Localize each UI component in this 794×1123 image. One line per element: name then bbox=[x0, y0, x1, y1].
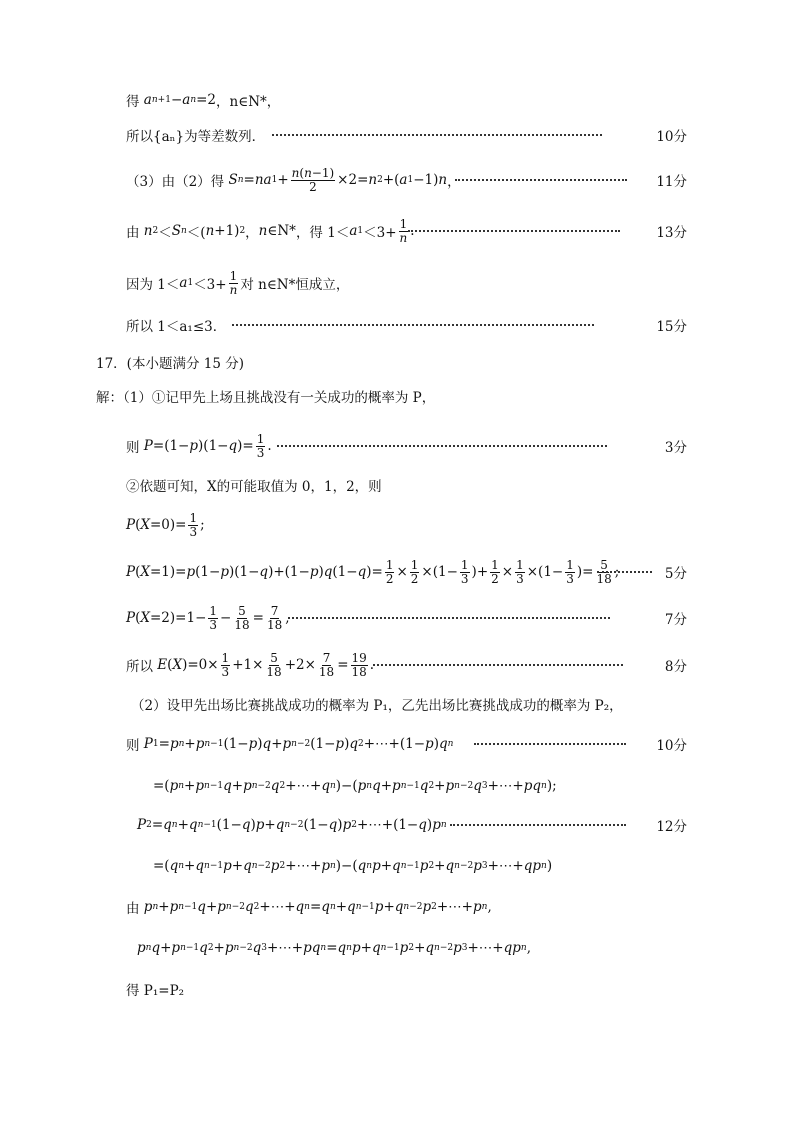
dot-leader bbox=[597, 571, 652, 573]
line-PX1: P ( X =1)= p (1− p )(1− q )+(1− p ) q (1− q )= $\frac{1}{2}$ × $\frac{1}{2}$ ×(1− $\frac{1}{3}$ )+ $\frac{1}{2}$ × $\frac{1}{3}$ ×(1− $\frac{1}{3}$ )= $\frac{5}{18}$ ; 5分 bbox=[0, 552, 794, 592]
text: 对 n∈N*恒成立， bbox=[240, 277, 350, 293]
text: 因为 bbox=[126, 277, 153, 293]
text: （3）由（2）得 bbox=[126, 174, 225, 190]
line-P1-expand: =( p n + p n−1 q + p n−2 q 2 +⋯+ q n )−( p n q + p n−1 q 2 + p n−2 q 3 +⋯+ pq n ); bbox=[153, 778, 557, 794]
line-PX2: P ( X =2)=1− $\frac{1}{3}$ − $\frac{5}{18}$ = $\frac{7}{18}$ , 7分 bbox=[0, 598, 794, 638]
text: 所以 1＜a₁≤3． bbox=[126, 319, 227, 335]
text: 得 bbox=[126, 94, 140, 110]
text: （2）设甲先出场比赛挑战成功的概率为 P₁，乙先出场比赛挑战成功的概率为 P₂， bbox=[131, 698, 623, 714]
text: 所以{aₙ}为等差数列． bbox=[126, 129, 266, 145]
text: 由 bbox=[126, 225, 140, 241]
line-P2-expand: =( q n + q n−1 p + q n−2 p 2 +⋯+ p n )−( q n p + q n−1 p 2 + q n−2 p 3 +⋯+ qp n ) bbox=[153, 858, 553, 874]
line-EX: 所以 E ( X )=0× $\frac{1}{3}$ +1× $\frac{5}{18}$ +2× $\frac{7}{18}$ = $\frac{19}{18}$ . 8分 bbox=[0, 645, 794, 685]
text: 则 bbox=[126, 738, 140, 754]
dot-leader bbox=[277, 445, 607, 447]
text: ，n∈N*， bbox=[216, 94, 281, 110]
line-PX0: P ( X =0)= $\frac{1}{3}$ ; bbox=[126, 510, 205, 539]
line-since-2: p n q + p n−1 q 2 + p n−2 q 3 +⋯+ pq n = q n p + q n−1 p 2 + q n−2 p 3 +⋯+ qp n , bbox=[137, 940, 532, 956]
score-label: 3分 bbox=[664, 440, 687, 456]
dot-leader bbox=[474, 743, 626, 745]
text: 得 P₁=P₂ bbox=[126, 983, 185, 999]
line-4: 由 n 2 ＜ S n ＜( n +1) 2 ， n ∈N* ，得 1＜ a 1 ＜3+ $\frac{1}{n}$ . 13分 bbox=[0, 211, 794, 251]
solution-heading bbox=[0, 376, 794, 416]
line-5: 因为 1＜ a 1 ＜3+ $\frac{1}{n}$ 对 n∈N*恒成立， bbox=[126, 268, 350, 297]
line-X-values bbox=[0, 465, 794, 505]
line-since: 由 p n + p n−1 q + p n−2 q 2 +⋯+ q n = q n + q n−1 p + q n−2 p 2 +⋯+ p n , bbox=[126, 899, 492, 917]
line-part2 bbox=[0, 684, 794, 724]
dot-leader bbox=[455, 179, 627, 181]
text: 解：（1）①记甲先上场且挑战没有一关成功的概率为 P， bbox=[96, 390, 436, 406]
score-label: 10分 bbox=[656, 129, 687, 145]
score-label: 5分 bbox=[664, 566, 687, 582]
score-label: 13分 bbox=[656, 225, 687, 241]
text: 则 bbox=[126, 440, 140, 456]
line-conclusion bbox=[0, 969, 794, 1009]
line-6 bbox=[0, 305, 794, 345]
dot-leader bbox=[408, 230, 620, 232]
line-1: 得 a n+1 − a n =2 ，n∈N*， bbox=[126, 92, 281, 110]
score-label: 12分 bbox=[656, 819, 687, 835]
line-P1: 则 P 1 = p n + p n−1 (1− p ) q + p n−2 (1− p ) q 2 +⋯+(1− p ) q n 10分 bbox=[0, 724, 794, 764]
line-P2: P 2 = q n + q n−1 (1− q ) p + q n−2 (1− q ) p 2 +⋯+(1− q ) p n 12分 bbox=[0, 805, 794, 845]
score-label: 11分 bbox=[656, 174, 687, 190]
dot-leader bbox=[450, 824, 626, 826]
score-label: 15分 bbox=[656, 319, 687, 335]
score-label: 8分 bbox=[664, 659, 687, 675]
line-P: 则 P =(1− p )(1− q )= $\frac{1}{3}$ . 3分 bbox=[0, 426, 794, 466]
line-2 bbox=[0, 115, 794, 155]
dot-leader bbox=[373, 664, 623, 666]
score-label: 10分 bbox=[656, 738, 687, 754]
dot-leader bbox=[288, 617, 610, 619]
text: 17．(本小题满分 15 分) bbox=[96, 356, 244, 372]
score-label: 7分 bbox=[664, 612, 687, 628]
text: ，得 bbox=[295, 225, 323, 241]
dot-leader bbox=[232, 324, 594, 326]
dot-leader bbox=[272, 134, 602, 136]
line-3: （3）由（2）得 S n = na 1 + $\frac{n(n-1)}{2}$ ×2= n 2 +( a 1 −1) n ， 11分 bbox=[0, 160, 794, 200]
text: ②依题可知，X的可能取值为 0，1，2，则 bbox=[126, 479, 382, 495]
text: 由 bbox=[126, 901, 140, 917]
